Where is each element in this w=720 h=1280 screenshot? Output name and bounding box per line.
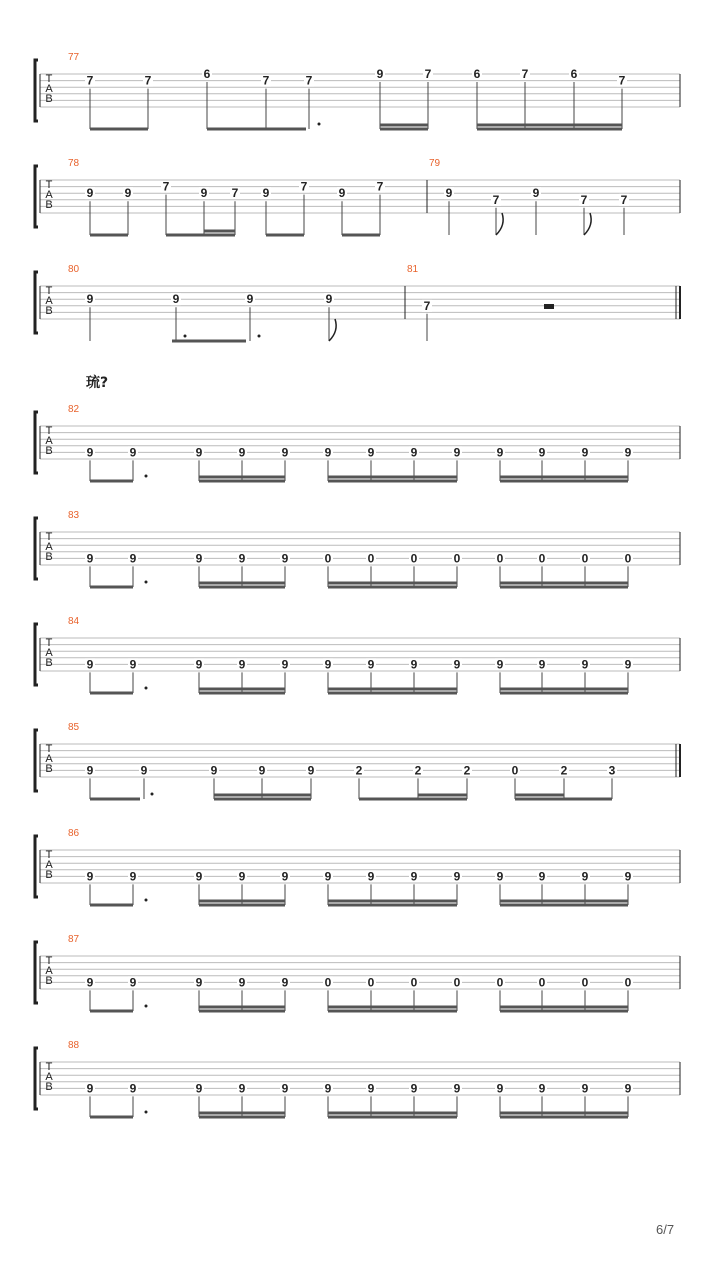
fret-number: 9 [129,657,137,672]
duration-dot [145,1005,148,1008]
fret-number: 0 [511,763,519,778]
tab-clef-letter: A [45,859,53,871]
fret-number: 9 [453,869,461,884]
fret-number: 9 [367,869,375,884]
fret-number: 9 [453,1081,461,1096]
tab-clef-letter: B [45,657,53,669]
beam [328,688,457,691]
system-bracket [35,166,38,227]
duration-dot [145,581,148,584]
fret-number: 9 [238,975,246,990]
beam [328,692,457,695]
beam [214,798,311,801]
fret-number: 7 [305,73,313,88]
tab-clef-letter: T [45,1061,53,1073]
fret-number: 9 [410,1081,418,1096]
fret-number: 9 [281,657,289,672]
fret-number: 0 [453,975,461,990]
tab-clef-letter: B [45,305,53,317]
tab-clef-letter: B [45,199,53,211]
fret-number: 6 [203,67,211,81]
duration-dot [151,793,154,796]
fret-number: 9 [129,551,137,566]
duration-dot [145,475,148,478]
fret-number: 6 [473,67,481,81]
beam [328,904,457,907]
measure-number: 81 [407,264,419,275]
fret-number: 9 [538,445,546,460]
beam [477,128,622,131]
tab-system [35,510,680,589]
beam [199,1010,285,1013]
fret-number: 3 [608,763,616,778]
tab-clef-letter: A [45,965,53,977]
system-bracket [35,60,38,121]
tab-clef-letter: T [45,179,53,191]
tab-clef-letter: A [45,189,53,201]
tab-clef-letter: A [45,647,53,659]
fret-number: 9 [453,445,461,460]
fret-number: 0 [538,975,546,990]
tab-system [35,1040,680,1119]
fret-number: 9 [410,657,418,672]
beam [500,688,628,691]
fret-number: 7 [521,67,529,81]
beam [90,1010,133,1013]
fret-number: 0 [367,975,375,990]
fret-number: 2 [463,763,471,778]
tab-system [35,722,680,801]
measure-number: 82 [68,404,80,415]
fret-number: 7 [86,73,94,88]
section-label: 琉? [86,375,109,391]
fret-number: 9 [581,1081,589,1096]
tab-clef-letter: B [45,975,53,987]
fret-number: 0 [453,551,461,566]
fret-number: 9 [281,1081,289,1096]
beam [204,230,235,233]
beam [90,234,128,237]
fret-number: 9 [532,186,540,201]
tab-clef-letter: A [45,753,53,765]
beam [342,234,380,237]
fret-number: 9 [496,869,504,884]
beam [199,476,285,479]
tab-clef-letter: A [45,1071,53,1083]
beam [199,900,285,903]
fret-number: 9 [307,763,315,778]
beam [199,480,285,483]
beam [515,794,564,797]
half-rest [544,304,554,309]
fret-number: 7 [231,186,239,201]
beam [500,582,628,585]
beam [515,798,564,801]
fret-number: 9 [367,445,375,460]
fret-number: 7 [618,73,626,88]
tab-system [35,52,680,131]
beam [199,1112,285,1115]
fret-number: 0 [624,551,632,566]
fret-number: 9 [338,186,346,201]
beam [266,234,304,237]
beam [199,904,285,907]
fret-number: 7 [162,179,170,194]
fret-number: 9 [238,869,246,884]
fret-number: 9 [86,1081,94,1096]
fret-number: 7 [424,67,432,81]
fret-number: 7 [580,192,588,207]
beam [380,128,428,131]
fret-number: 9 [238,657,246,672]
measure-number: 79 [429,158,441,169]
fret-number: 9 [86,186,94,201]
beam [199,1006,285,1009]
measure-number: 83 [68,510,80,521]
beam [90,798,140,801]
fret-number: 9 [538,869,546,884]
fret-number: 9 [262,186,270,201]
fret-number: 0 [496,975,504,990]
fret-number: 9 [172,292,180,307]
system-bracket [35,942,38,1003]
fret-number: 9 [324,445,332,460]
duration-dot [318,123,321,126]
note-flag [329,319,336,341]
beam [328,1112,457,1115]
fret-number: 7 [620,192,628,207]
beam [477,124,622,127]
system-bracket [35,1048,38,1109]
measure-number: 88 [68,1040,80,1051]
fret-number: 7 [262,73,270,88]
measure-number: 87 [68,934,80,945]
tab-clef-letter: T [45,285,53,297]
fret-number: 0 [581,975,589,990]
fret-number: 0 [367,551,375,566]
tab-system [35,934,680,1013]
fret-number: 9 [281,869,289,884]
fret-number: 0 [624,975,632,990]
fret-number: 9 [238,551,246,566]
fret-number: 9 [410,445,418,460]
fret-number: 9 [195,869,203,884]
tab-clef-letter: B [45,763,53,775]
tab-clef-letter: A [45,435,53,447]
fret-number: 9 [195,975,203,990]
measure-number: 78 [68,158,80,169]
beam [90,586,133,589]
system-bracket [35,730,38,791]
beam [199,1116,285,1119]
fret-number: 9 [581,445,589,460]
fret-number: 9 [324,657,332,672]
tab-clef-letter: T [45,531,53,543]
fret-number: 9 [210,763,218,778]
tab-clef-letter: A [45,83,53,95]
fret-number: 9 [238,1081,246,1096]
page-number: 6/7 [656,1222,675,1237]
fret-number: 9 [496,1081,504,1096]
tab-system [35,404,680,483]
fret-number: 9 [129,1081,137,1096]
tab-clef-letter: T [45,849,53,861]
beam [500,1116,628,1119]
beam [500,692,628,695]
beam [199,692,285,695]
beam [90,128,148,131]
measure-number: 84 [68,616,80,627]
fret-number: 9 [624,657,632,672]
fret-number: 2 [414,763,422,778]
beam [418,798,467,801]
fret-number: 9 [624,445,632,460]
fret-number: 6 [570,67,578,81]
fret-number: 9 [281,975,289,990]
fret-number: 9 [129,869,137,884]
fret-number: 9 [129,445,137,460]
beam [328,476,457,479]
beam [328,582,457,585]
system-bracket [35,412,38,473]
tab-system [35,616,680,695]
fret-number: 2 [560,763,568,778]
beam [500,480,628,483]
fret-number: 9 [281,551,289,566]
fret-number: 9 [410,869,418,884]
tab-clef-letter: T [45,955,53,967]
fret-number: 9 [538,657,546,672]
beam [380,124,428,127]
fret-number: 9 [538,1081,546,1096]
fret-number: 9 [246,292,254,307]
beam [328,1006,457,1009]
beam [328,586,457,589]
fret-number: 9 [325,292,333,307]
duration-dot [145,1111,148,1114]
fret-number: 9 [195,657,203,672]
beam [500,904,628,907]
fret-number: 9 [258,763,266,778]
fret-number: 0 [324,551,332,566]
tab-clef-letter: B [45,551,53,563]
system-bracket [35,272,38,333]
measure-number: 85 [68,722,80,733]
note-flag [584,213,591,235]
tab-clef-letter: A [45,295,53,307]
measure-number: 86 [68,828,80,839]
beam [199,582,285,585]
beam [199,688,285,691]
beam [500,900,628,903]
fret-number: 7 [492,192,500,207]
tab-system [35,158,680,237]
fret-number: 9 [238,445,246,460]
fret-number: 0 [496,551,504,566]
fret-number: 9 [496,445,504,460]
fret-number: 7 [144,73,152,88]
beam [199,586,285,589]
system-bracket [35,836,38,897]
beam [207,128,306,131]
system-bracket [35,624,38,685]
tab-clef-letter: T [45,73,53,85]
fret-number: 9 [281,445,289,460]
fret-number: 9 [129,975,137,990]
fret-number: 2 [355,763,363,778]
fret-number: 0 [538,551,546,566]
fret-number: 7 [376,179,384,194]
fret-number: 9 [367,1081,375,1096]
fret-number: 9 [86,975,94,990]
fret-number: 9 [324,1081,332,1096]
fret-number: 9 [86,551,94,566]
duration-dot [145,899,148,902]
fret-number: 9 [86,763,94,778]
tab-system [35,264,680,343]
fret-number: 0 [410,551,418,566]
beam [172,340,246,343]
fret-number: 0 [581,551,589,566]
beam [90,904,133,907]
tab-clef-letter: B [45,1081,53,1093]
tab-clef-letter: B [45,869,53,881]
fret-number: 9 [624,1081,632,1096]
beam [90,692,133,695]
fret-number: 9 [86,445,94,460]
fret-number: 9 [496,657,504,672]
fret-number: 9 [376,67,384,81]
fret-number: 9 [581,657,589,672]
fret-number: 9 [367,657,375,672]
tab-clef-letter: T [45,743,53,755]
fret-number: 9 [124,186,132,201]
fret-number: 9 [453,657,461,672]
beam [214,794,311,797]
fret-number: 9 [140,763,148,778]
fret-number: 9 [324,869,332,884]
beam [328,1010,457,1013]
system-bracket [35,518,38,579]
fret-number: 9 [445,186,453,201]
fret-number: 9 [86,292,94,307]
tab-clef-letter: B [45,445,53,457]
fret-number: 9 [195,445,203,460]
fret-number: 9 [195,551,203,566]
beam [328,900,457,903]
beam [500,476,628,479]
fret-number: 9 [200,186,208,201]
beam [328,1116,457,1119]
fret-number: 7 [300,179,308,194]
duration-dot [145,687,148,690]
fret-number: 9 [581,869,589,884]
tab-clef-letter: T [45,425,53,437]
tab-system [35,828,680,907]
duration-dot [258,335,261,338]
measure-number: 77 [68,52,80,63]
fret-number: 0 [410,975,418,990]
fret-number: 7 [423,298,431,313]
duration-dot [184,335,187,338]
beam [328,480,457,483]
beam [500,1112,628,1115]
beam [204,234,235,237]
note-flag [496,213,503,235]
fret-number: 9 [86,657,94,672]
beam [90,1116,133,1119]
measure-number: 80 [68,264,80,275]
fret-number: 9 [86,869,94,884]
tab-clef-letter: T [45,637,53,649]
beam [418,794,467,797]
fret-number: 9 [624,869,632,884]
beam [90,480,133,483]
fret-number: 0 [324,975,332,990]
beam [500,1010,628,1013]
tab-clef-letter: A [45,541,53,553]
beam [500,1006,628,1009]
beam [500,586,628,589]
tab-clef-letter: B [45,93,53,105]
fret-number: 9 [195,1081,203,1096]
